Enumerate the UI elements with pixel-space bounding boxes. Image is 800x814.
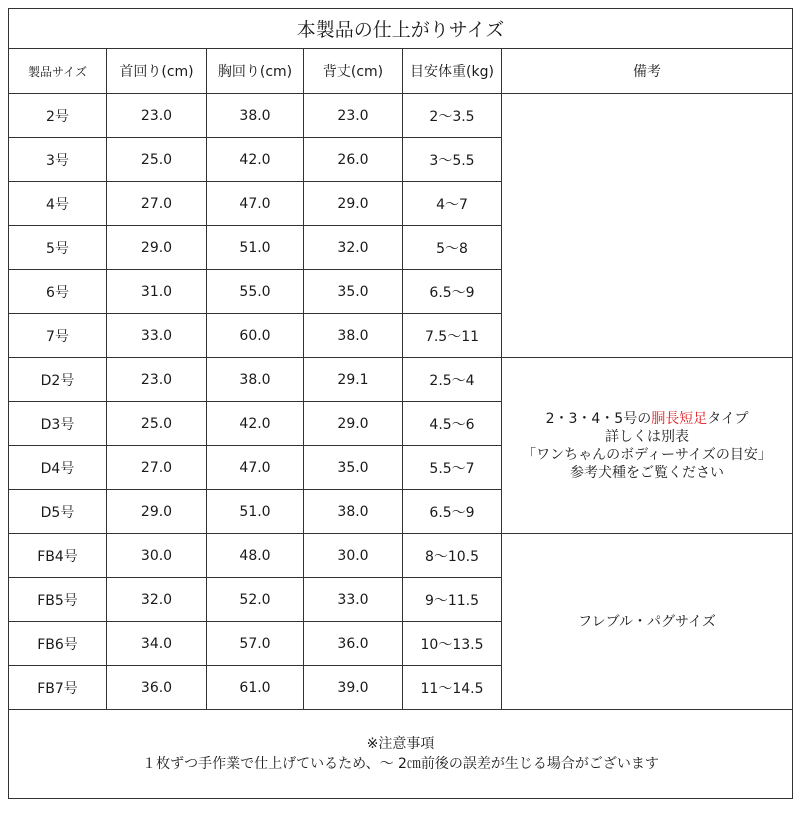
footer-row [9,710,793,799]
cell-size: D5号 [9,490,107,534]
header-back: 背丈(cm) [304,49,403,94]
footer-heading: ※注意事項 [366,736,435,752]
cell-chest: 51.0 [207,226,304,270]
cell-back: 23.0 [304,94,403,138]
cell-weight: 5〜8 [403,226,502,270]
notes-d-line1-suffix: タイプ [707,410,749,427]
table-row [9,534,793,578]
cell-neck: 25.0 [107,138,207,182]
cell-weight: 6.5〜9 [403,490,502,534]
cell-chest: 47.0 [207,446,304,490]
cell-chest: 52.0 [207,578,304,622]
cell-weight: 10〜13.5 [403,622,502,666]
cell-neck: 34.0 [107,622,207,666]
notes-d-line3: 「ワンちゃんのボディーサイズの目安」 [522,446,772,463]
table-row [9,94,793,138]
cell-neck: 27.0 [107,182,207,226]
cell-chest: 57.0 [207,622,304,666]
cell-back: 39.0 [304,666,403,710]
cell-size: FB4号 [9,534,107,578]
cell-size: 5号 [9,226,107,270]
cell-size: 7号 [9,314,107,358]
footer-text: １枚ずつ手作業で仕上げているため、〜 2㎝前後の誤差が生じる場合がございます [142,756,659,772]
cell-chest: 47.0 [207,182,304,226]
header-neck: 首回り(cm) [107,49,207,94]
notes-d-line2: 詳しくは別表 [605,428,690,445]
cell-neck: 30.0 [107,534,207,578]
cell-weight: 2〜3.5 [403,94,502,138]
cell-neck: 23.0 [107,358,207,402]
cell-back: 30.0 [304,534,403,578]
cell-weight: 3〜5.5 [403,138,502,182]
cell-back: 36.0 [304,622,403,666]
notes-d-group [502,358,793,534]
cell-neck: 33.0 [107,314,207,358]
cell-back: 38.0 [304,490,403,534]
cell-weight: 11〜14.5 [403,666,502,710]
header-chest: 胸回り(cm) [207,49,304,94]
cell-size: D4号 [9,446,107,490]
cell-back: 29.0 [304,182,403,226]
header-size: 製品サイズ [9,49,107,94]
cell-back: 35.0 [304,270,403,314]
cell-weight: 7.5〜11 [403,314,502,358]
cell-neck: 32.0 [107,578,207,622]
cell-weight: 6.5〜9 [403,270,502,314]
notes-d-line4: 参考犬種をご覧ください [570,464,725,481]
cell-chest: 38.0 [207,94,304,138]
cell-weight: 4〜7 [403,182,502,226]
cell-chest: 55.0 [207,270,304,314]
cell-weight: 4.5〜6 [403,402,502,446]
header-weight: 目安体重(kg) [403,49,502,94]
title-row [9,9,793,49]
cell-neck: 31.0 [107,270,207,314]
cell-chest: 42.0 [207,402,304,446]
cell-weight: 5.5〜7 [403,446,502,490]
table-title: 本製品の仕上がりサイズ [9,9,793,49]
cell-back: 29.1 [304,358,403,402]
cell-chest: 38.0 [207,358,304,402]
table-row [9,358,793,402]
cell-chest: 60.0 [207,314,304,358]
cell-size: 4号 [9,182,107,226]
cell-neck: 27.0 [107,446,207,490]
cell-back: 26.0 [304,138,403,182]
notes-fb-group: フレブル・パグサイズ [502,534,793,710]
cell-size: FB5号 [9,578,107,622]
cell-chest: 61.0 [207,666,304,710]
cell-size: FB6号 [9,622,107,666]
cell-weight: 9〜11.5 [403,578,502,622]
cell-neck: 23.0 [107,94,207,138]
cell-weight: 2.5〜4 [403,358,502,402]
size-table [8,8,793,799]
cell-back: 29.0 [304,402,403,446]
cell-size: D2号 [9,358,107,402]
notes-d-line1-prefix: 2・3・4・5号の [545,410,652,427]
notes-d-highlight: 胴長短足 [651,410,708,427]
cell-weight: 8〜10.5 [403,534,502,578]
notes-standard-group [502,94,793,358]
header-notes: 備考 [502,49,793,94]
cell-size: FB7号 [9,666,107,710]
cell-size: 2号 [9,94,107,138]
cell-size: 6号 [9,270,107,314]
cell-back: 32.0 [304,226,403,270]
cell-neck: 25.0 [107,402,207,446]
cell-back: 38.0 [304,314,403,358]
cell-back: 33.0 [304,578,403,622]
cell-chest: 42.0 [207,138,304,182]
cell-neck: 36.0 [107,666,207,710]
cell-size: 3号 [9,138,107,182]
header-row [9,49,793,94]
cell-chest: 51.0 [207,490,304,534]
cell-neck: 29.0 [107,226,207,270]
cell-back: 35.0 [304,446,403,490]
footer-notice [9,710,793,799]
cell-size: D3号 [9,402,107,446]
notes-d-line1 [510,410,784,428]
cell-chest: 48.0 [207,534,304,578]
cell-neck: 29.0 [107,490,207,534]
